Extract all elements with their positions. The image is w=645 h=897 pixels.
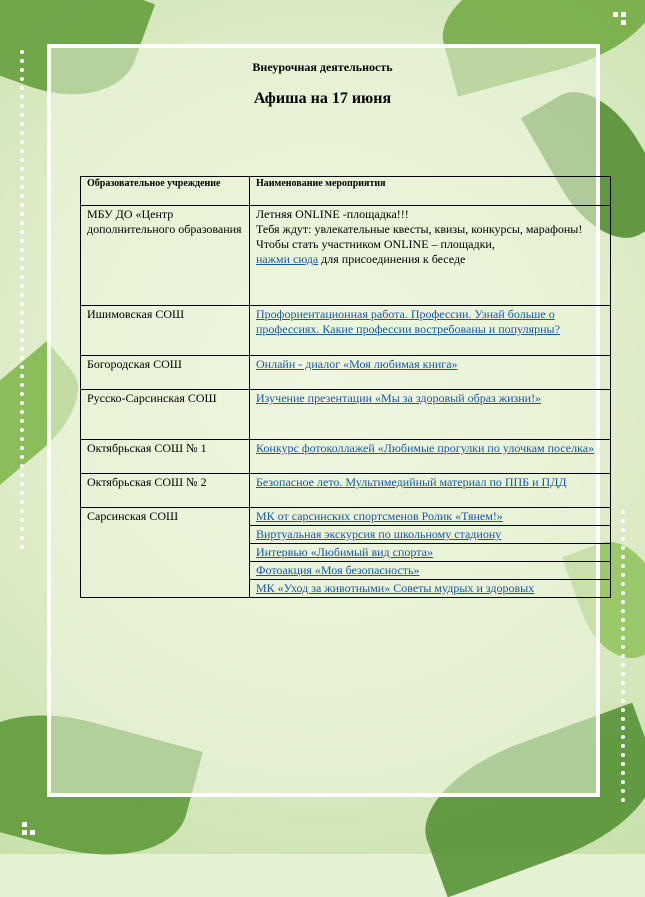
- event-text: для присоединения к беседе: [321, 252, 466, 266]
- dotted-line-decoration: [20, 50, 24, 554]
- event-text: Тебя ждут: увлекательные квесты, квизы, конкурсы, марафоны!: [256, 222, 583, 236]
- event-link[interactable]: Онлайн - диалог «Моя любимая книга»: [256, 357, 458, 371]
- event-cell: [250, 544, 611, 562]
- table-row: [81, 356, 611, 390]
- event-cell: [250, 580, 611, 598]
- event-cell: [250, 306, 611, 356]
- school-name: Ишимовская СОШ: [81, 306, 250, 356]
- table-row: [81, 440, 611, 474]
- table-header-row: [81, 177, 611, 206]
- corner-square-decoration: [613, 12, 627, 26]
- table-row: [81, 474, 611, 508]
- school-name: Русско-Сарсинская СОШ: [81, 390, 250, 440]
- event-link[interactable]: Профориентационная работа. Профессии. Узнай больше о профессиях. Какие профессии востребованы и популярны?: [256, 307, 560, 336]
- event-cell: [250, 526, 611, 544]
- event-link[interactable]: Конкурс фотоколлажей «Любимые прогулки по улочкам поселка»: [256, 441, 595, 455]
- event-text: Чтобы стать участником ONLINE – площадки,: [256, 237, 495, 251]
- page-subtitle: Внеурочная деятельность: [252, 60, 393, 74]
- page-title: Афиша на 17 июня: [253, 90, 392, 107]
- school-name: Сарсинская СОШ: [81, 508, 250, 598]
- table-row: [81, 306, 611, 356]
- dotted-line-decoration: [621, 510, 625, 807]
- event-link[interactable]: Изучение презентации «Мы за здоровый образ жизни!»: [256, 391, 542, 405]
- school-name: Октябрьская СОШ № 1: [81, 440, 250, 474]
- event-cell: [250, 356, 611, 390]
- event-cell: [250, 508, 611, 526]
- event-cell: [250, 440, 611, 474]
- event-link[interactable]: Виртуальная экскурсия по школьному стадиону: [256, 527, 502, 541]
- column-header-school: Образовательное учреждение: [81, 177, 250, 206]
- table-row: [81, 390, 611, 440]
- school-name: МБУ ДО «Центр дополнительного образования: [81, 206, 250, 306]
- event-description: [250, 206, 611, 306]
- corner-square-decoration: [22, 822, 36, 836]
- join-chat-link[interactable]: нажми сюда: [256, 252, 319, 266]
- event-link[interactable]: МК «Уход за животными» Советы мудрых и здоровых: [256, 581, 535, 595]
- column-header-event: Наименование мероприятия: [250, 177, 611, 206]
- event-text: Летняя ONLINE -площадка!!!: [256, 207, 409, 221]
- table-row: [81, 508, 611, 526]
- school-name: Богородская СОШ: [81, 356, 250, 390]
- table-row: [81, 206, 611, 306]
- event-cell: [250, 562, 611, 580]
- event-link[interactable]: Фотоакция «Моя безопасность»: [256, 563, 420, 577]
- event-link[interactable]: Безопасное лето. Мультимедийный материал по ППБ и ПДД: [256, 475, 567, 489]
- school-name: Октябрьская СОШ № 2: [81, 474, 250, 508]
- event-link[interactable]: Интервью «Любимый вид спорта»: [256, 545, 433, 559]
- event-link[interactable]: МК от сарсинских спортсменов Ролик «Тянем!»: [256, 509, 503, 523]
- event-cell: [250, 474, 611, 508]
- events-table: [80, 176, 611, 598]
- event-cell: [250, 390, 611, 440]
